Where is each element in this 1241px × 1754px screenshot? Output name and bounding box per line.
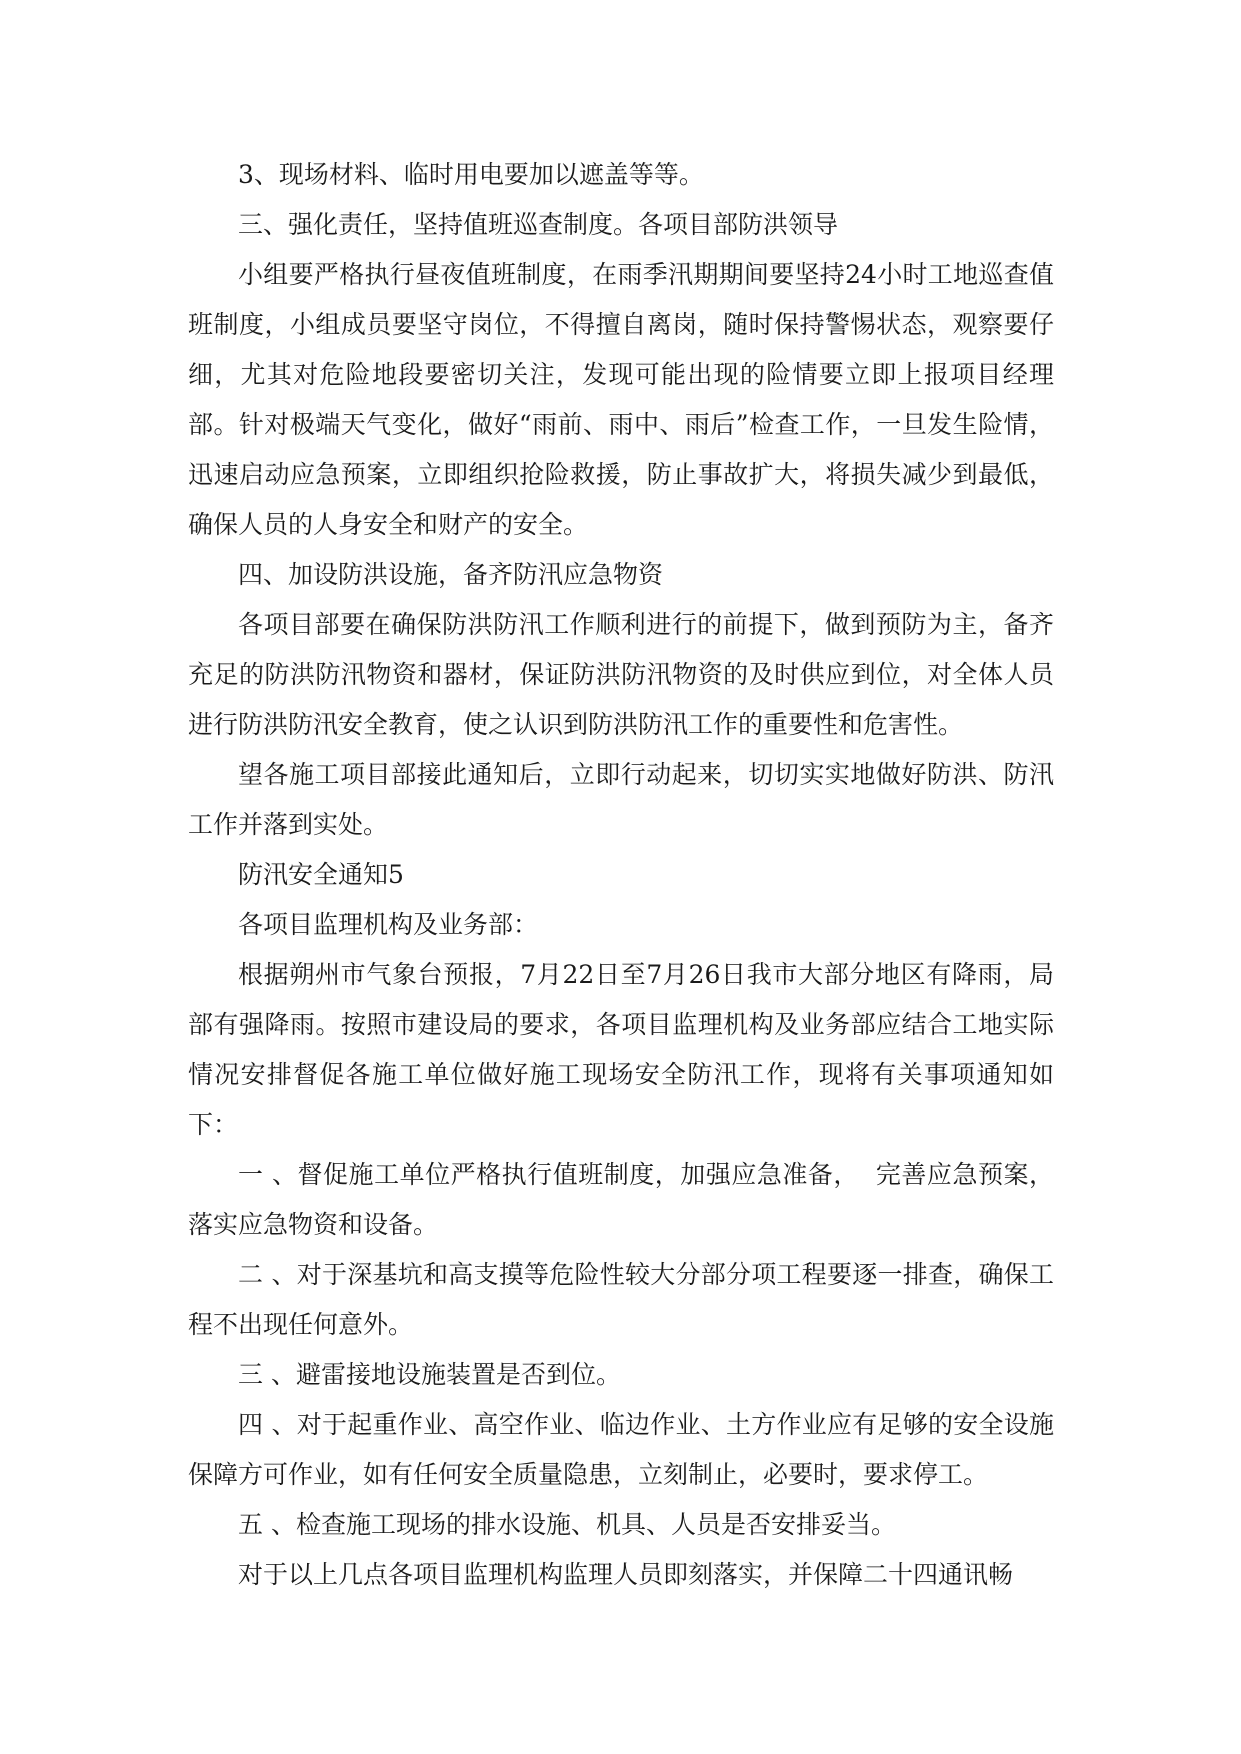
- section-heading-3: 三、强化责任，坚持值班巡查制度。各项目部防洪领导: [238, 210, 839, 239]
- list-item-4: 四 、对于起重作业、高空作业、临边作业、土方作业应有足够的安全设施保障方可作业，如有任何安全质量隐患，立刻制止，必要时，要求停工。: [188, 1410, 1054, 1489]
- notice-title: 防汛安全通知5: [238, 860, 404, 889]
- paragraph-duty-system: 小组要严格执行昼夜值班制度，在雨季汛期期间要坚持24小时工地巡查值班制度，小组成员要坚守岗位，不得擅自离岗，随时保持警惕状态，观察要仔细，尤其对危险地段要密切关注，发现可能出现的险情要立即上报项目经理部。针对极端天气变化，做好“雨前、雨中、雨后”检查工作，一旦发生险情，迅速启动应急预案，立即组织抢险救援，防止事故扩大，将损失减少到最低，确保人员的人身安全和财产的安全。: [188, 260, 1054, 539]
- notice-salutation: 各项目监理机构及业务部：: [238, 910, 539, 939]
- paragraph-forecast: 根据朔州市气象台预报，7月22日至7月26日我市大部分地区有降雨，局部有强降雨。按照市建设局的要求，各项目监理机构及业务部应结合工地实际情况安排督促各施工单位做好施工现场安全防汛工作，现将有关事项通知如下：: [188, 960, 1054, 1139]
- list-item-2: 二 、对于深基坑和高支摸等危险性较大分部分项工程要逐一排查，确保工程不出现任何意外。: [188, 1260, 1054, 1339]
- list-item-1: 一 、督促施工单位严格执行值班制度，加强应急准备， 完善应急预案，落实应急物资和设备。: [188, 1160, 1054, 1239]
- paragraph-supplies: 各项目部要在确保防洪防汛工作顺利进行的前提下，做到预防为主，备齐充足的防洪防汛物资和器材，保证防洪防汛物资的及时供应到位，对全体人员进行防洪防汛安全教育，使之认识到防洪防汛工作的重要性和危害性。: [188, 610, 1054, 739]
- section-heading-4: 四、加设防洪设施，备齐防汛应急物资: [238, 560, 664, 589]
- list-item-3: 三 、避雷接地设施装置是否到位。: [238, 1360, 621, 1389]
- list-item-5: 五 、检查施工现场的排水设施、机具、人员是否安排妥当。: [238, 1510, 896, 1539]
- document-body: [188, 150, 1054, 1600]
- paragraph-final: 对于以上几点各项目监理机构监理人员即刻落实，并保障二十四通讯畅: [238, 1560, 1014, 1589]
- paragraph-closing: 望各施工项目部接此通知后，立即行动起来，切切实实地做好防洪、防汛工作并落到实处。: [188, 760, 1054, 839]
- paragraph-item-3: 3、现场材料、临时用电要加以遮盖等等。: [238, 160, 704, 189]
